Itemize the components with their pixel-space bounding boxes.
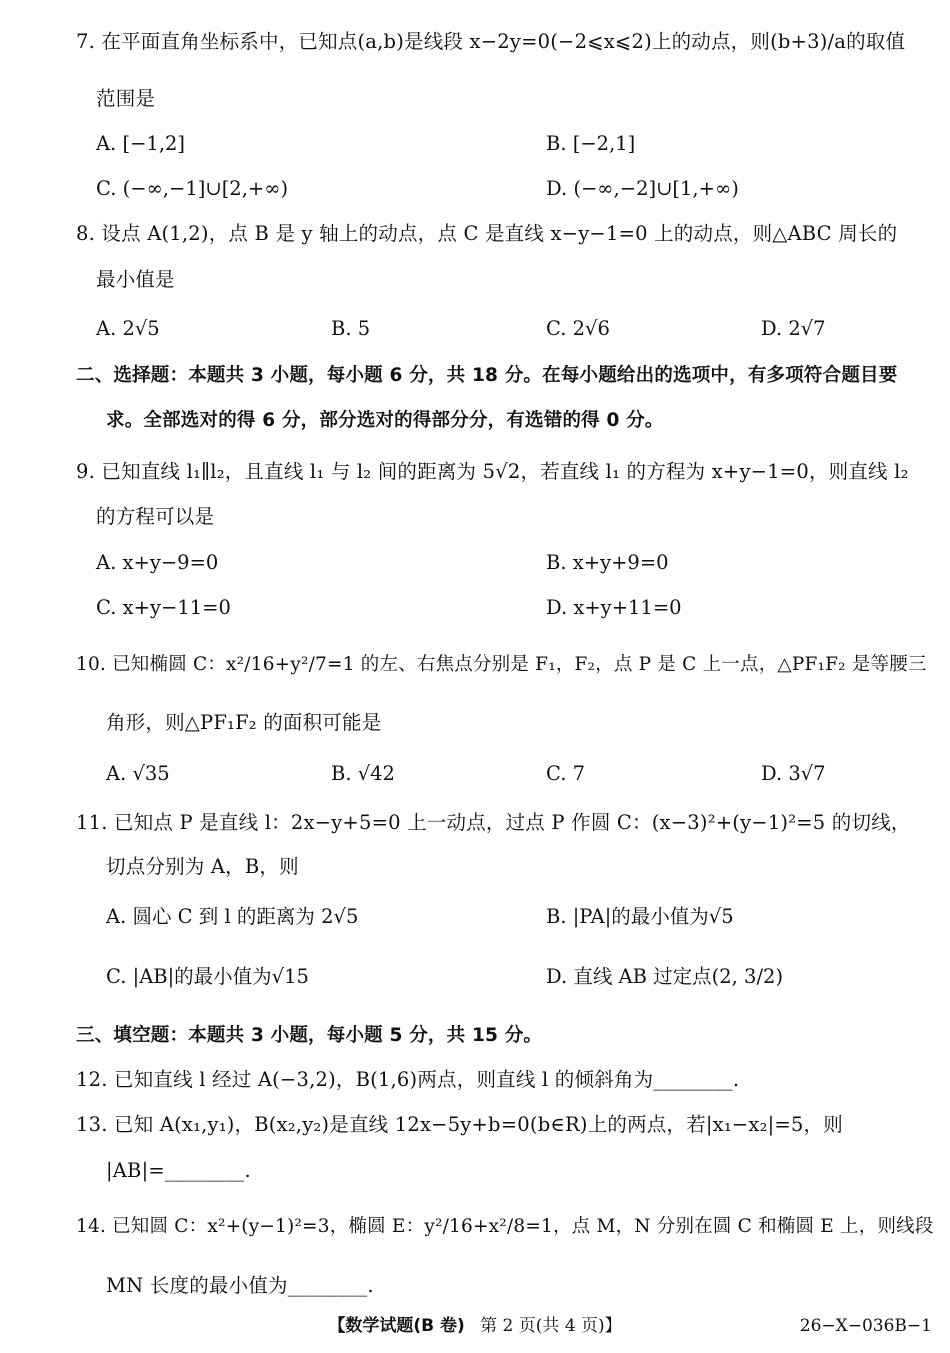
q10-option-a: A. √35 xyxy=(106,762,170,785)
q11-option-c: C. |AB|的最小值为√15 xyxy=(106,965,309,988)
q9-option-d: D. x+y+11=0 xyxy=(546,596,682,619)
q11-line2: 切点分别为 A，B，则 xyxy=(106,855,299,878)
q7-option-c: C. (−∞,−1]∪[2,+∞) xyxy=(96,177,289,200)
q13-line2: |AB|=________. xyxy=(106,1159,251,1182)
q8-line2: 最小值是 xyxy=(96,268,175,291)
q9-line2: 的方程可以是 xyxy=(96,505,215,528)
q9-option-b: B. x+y+9=0 xyxy=(546,551,669,574)
q7-option-a: A. [−1,2] xyxy=(96,132,186,155)
q10-option-d: D. 3√7 xyxy=(761,762,826,785)
q10-line2: 角形，则△PF₁F₂ 的面积可能是 xyxy=(106,711,382,734)
q11-option-d: D. 直线 AB 过定点(2, 3/2) xyxy=(546,965,784,988)
q7-option-b: B. [−2,1] xyxy=(546,132,636,155)
q11-option-a: A. 圆心 C 到 l 的距离为 2√5 xyxy=(106,905,359,928)
q8-option-b: B. 5 xyxy=(331,317,371,340)
section3-line1: 三、填空题：本题共 3 小题，每小题 5 分，共 15 分。 xyxy=(76,1025,543,1046)
q9-option-a: A. x+y−9=0 xyxy=(96,551,219,574)
footer-title: 【数学试题(B 卷) xyxy=(328,1316,465,1336)
q8-option-a: A. 2√5 xyxy=(96,317,160,340)
q13-line1: 13. 已知 A(x₁,y₁)，B(x₂,y₂)是直线 12x−5y+b=0(b∈R)上的两点，若|x₁−x₂|=5，则 xyxy=(76,1113,843,1136)
section2-line2: 求。全部选对的得 6 分，部分选对的得部分分，有选错的得 0 分。 xyxy=(106,410,664,431)
q7-line2: 范围是 xyxy=(96,87,156,110)
q11-option-b: B. |PA|的最小值为√5 xyxy=(546,905,734,928)
q8-option-d: D. 2√7 xyxy=(761,317,826,340)
section2-line1: 二、选择题：本题共 3 小题，每小题 6 分，共 18 分。在每小题给出的选项中，有多项符合题目要 xyxy=(76,365,898,386)
q10-option-b: B. √42 xyxy=(331,762,395,785)
q9-line1: 9. 已知直线 l₁∥l₂，且直线 l₁ 与 l₂ 间的距离为 5√2，若直线 l₁ 的方程为 x+y−1=0，则直线 l₂ xyxy=(76,460,909,483)
q14-line2: MN 长度的最小值为________. xyxy=(106,1274,374,1297)
q10-option-c: C. 7 xyxy=(546,762,586,785)
footer-page: 第 2 页(共 4 页)】 xyxy=(480,1316,622,1336)
q9-option-c: C. x+y−11=0 xyxy=(96,596,231,619)
q8-line1: 8. 设点 A(1,2)，点 B 是 y 轴上的动点，点 C 是直线 x−y−1=0 上的动点，则△ABC 周长的 xyxy=(76,222,898,245)
q10-line1: 10. 已知椭圆 C：x²/16+y²/7=1 的左、右焦点分别是 F₁，F₂，点 P 是 C 上一点，△PF₁F₂ 是等腰三 xyxy=(76,654,927,675)
q7-option-d: D. (−∞,−2]∪[1,+∞) xyxy=(546,177,739,200)
footer-code: 26−X−036B−1 xyxy=(799,1316,932,1336)
q14-line1: 14. 已知圆 C：x²+(y−1)²=3，椭圆 E：y²/16+x²/8=1，点 M，N 分别在圆 C 和椭圆 E 上，则线段 xyxy=(76,1216,934,1237)
q12-line1: 12. 已知直线 l 经过 A(−3,2)，B(1,6)两点，则直线 l 的倾斜角为________. xyxy=(76,1068,740,1091)
q7-line1: 7. 在平面直角坐标系中，已知点(a,b)是线段 x−2y=0(−2⩽x⩽2)上的动点，则(b+3)/a的取值 xyxy=(76,30,906,53)
q11-line1: 11. 已知点 P 是直线 l：2x−y+5=0 上一动点，过点 P 作圆 C：(x−3)²+(y−1)²=5 的切线， xyxy=(76,811,911,834)
q8-option-c: C. 2√6 xyxy=(546,317,610,340)
